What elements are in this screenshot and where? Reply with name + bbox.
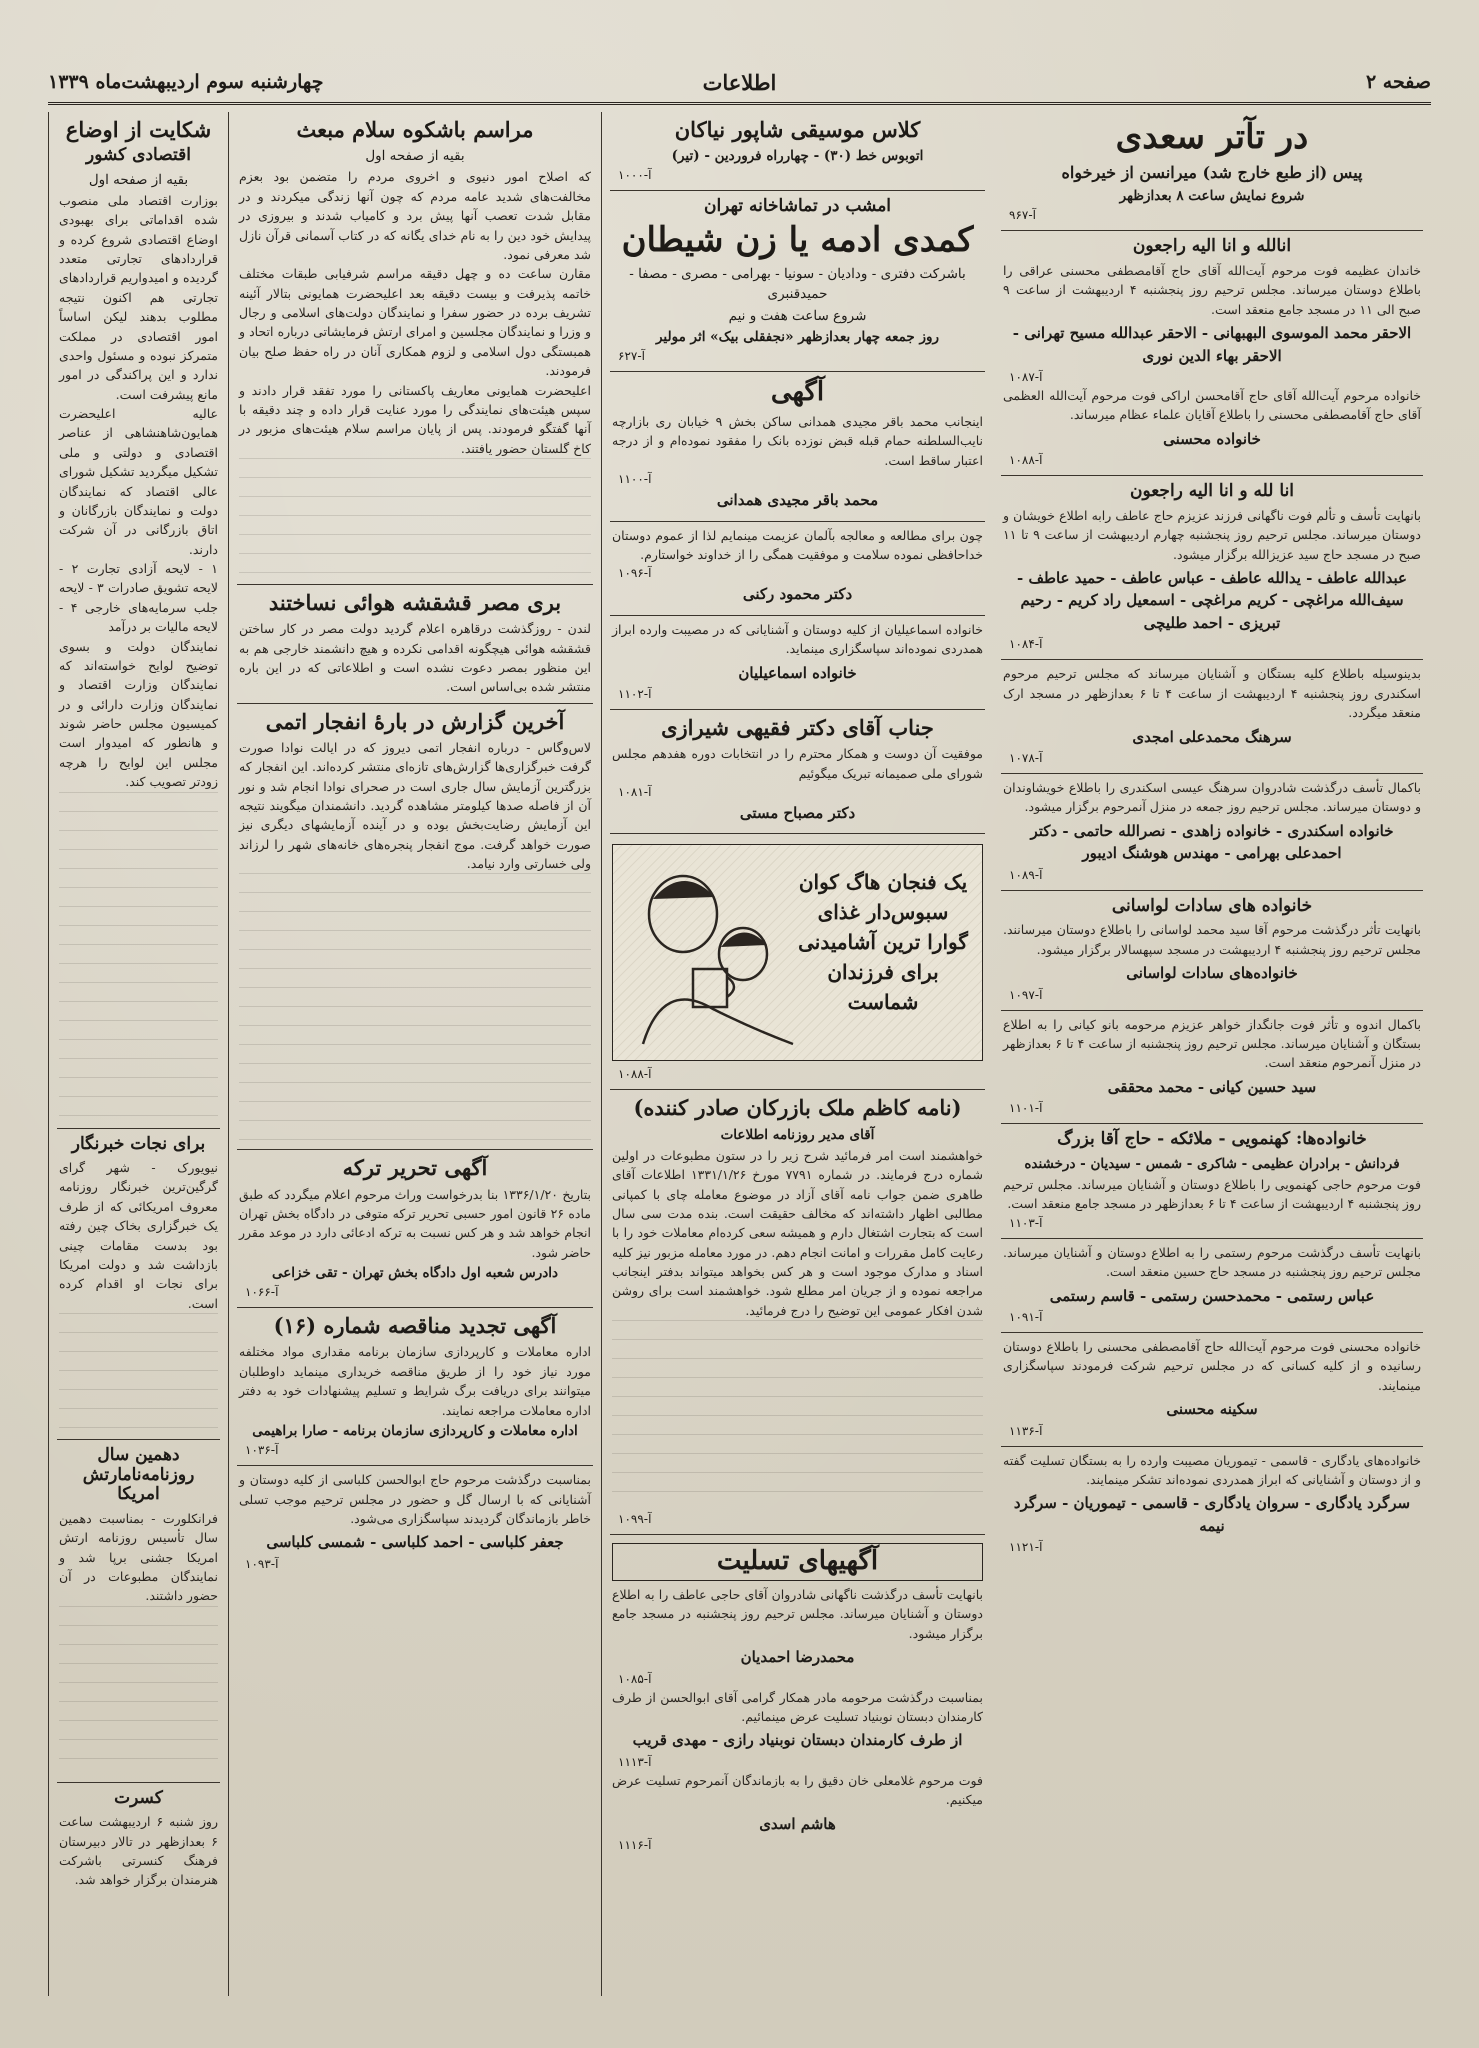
condolence-3-name: هاشم اسدی — [759, 1814, 836, 1833]
obituary-2-name: خانواده محسنی — [1163, 429, 1261, 448]
congrats-ad — [610, 710, 985, 834]
condolences-section — [610, 1535, 985, 1860]
music-class-address: اتوبوس خط (۳۰) - چهارراه فروردین - (تیر) — [671, 148, 924, 165]
obituary-9-body: بانهایت تأسف درگذشت مرحوم رستمی را به اطلاع دوستان و آشنایان میرساند. مجلس ترحیم روز پنجشنبه در مسجد حاج حسین منعقد است. — [1003, 1244, 1421, 1280]
condolences-header: آگهیهای تسلیت — [612, 1543, 983, 1581]
ad-code: آ-۱۰۹۷ — [1009, 987, 1043, 1002]
obituary-5-names: خانواده اسکندری - خانواده زاهدی - نصرالله حاتمی - دکتر احمدعلی بهرامی - مهندس هوشنگ ادیبور — [1030, 821, 1394, 863]
music-class-title: کلاس موسیقی شاپور نیاکان — [674, 117, 921, 142]
thanks-name: خانواده اسماعیلیان — [738, 663, 857, 682]
atomic-body: لاس‌وگاس - درباره انفجار اتمی دیروز که در ایالت نوادا صورت گرفت خبرگزاری‌ها گزارش‌های تازه‌ای منتشر کرده‌اند. این انفجار که بزرگترین آزمایش سال جاری است در صحرای نوادا انجام شد و نور آن از فاصله صدها کیلومتر مشاهده گردید. دانشمندان میگویند نتیجه این آزمایش رضایت‌بخش بوده و در آینده آزمایشهای دیگری نیز صورت خواهد گرفت. موج انفجار پنجره‌های خانه‌های شهر را لرزاند ولی خسارتی وارد نیامد. — [239, 739, 591, 872]
notice-farewell — [610, 522, 985, 616]
columns — [48, 112, 1431, 1996]
notice-lost-receipt — [610, 372, 985, 522]
ad-code: آ-۱۱۳۶ — [1009, 1423, 1043, 1438]
economy-headline: شکایت از اوضاع — [65, 117, 212, 142]
ad-code: آ-۶۲۷ — [618, 349, 646, 364]
notice-title: آگهی — [770, 377, 825, 408]
article-text-lines — [59, 792, 218, 1122]
farewell-name: دکتر محمود رکنی — [742, 585, 853, 604]
thanks-body: خانواده اسماعیلیان از کلیه دوستان و آشنایانی که در مصیبت وارده ابراز همدردی نموده‌اند سپاسگزاری مینماید. — [612, 621, 983, 657]
obituary-1-body: خاندان عظیمه فوت مرحوم آیت‌الله آقای حاج آقامصطفی محسنی عراقی را باطلاع دوستان میرساند. مجلس ترحیم روز پنجشنبه ۴ اردیبهشت از ساعت ۹ صبح الی ۱۱ در مسجد جامع منعقد است. — [1003, 262, 1421, 317]
continuation-note: بقیه از صفحه اول — [88, 171, 189, 188]
concert-body: روز شنبه ۶ اردیبهشت ساعت ۶ بعدازظهر در تالار دبیرستان فرهنگ کنسرتی باشرکت هنرمندان برگزار خواهد شد. — [59, 1814, 218, 1888]
obituary-10 — [1001, 1333, 1423, 1447]
cocoa-ad-illustration — [612, 844, 983, 1061]
egypt-article — [237, 585, 593, 704]
obituary-4-body: بدینوسیله باطلاع کلیه بستگان و آشنایان میرساند که مجلس ترحیم مرحوم اسکندری روز پنجشنبه ۴ اردیبهشت از ساعت ۴ تا ۶ بعدازظهر در مسجد ارک منعقد میگردد. — [1003, 666, 1422, 721]
ad-code: آ-۱۰۸۸ — [618, 1067, 652, 1082]
kalbasi-body: بمناسبت درگذشت مرحوم حاج ابوالحسن کلباسی از کلیه دوستان و آشنایانی که با ارسال گل و حضور در مجلس ترحیم موجب تسلی خاطر بازماندگان گردیدند سپاسگزاری می‌شود. — [239, 1472, 591, 1526]
mabath-body-1: که اصلاح امور دنیوی و اخروی مردم را متضمن بود بعزم مخالفت‌های شدید عامه مردم که چون آنها زندگی میکردند و در مقابل شدت تعصب آنها پیش برد و کامیاب شدند و بیروزی در پیدایش خود دین را به نام خدای یگانه که در کتاب آسمانی قرآن نازل شد معرفی نمود. — [239, 169, 591, 262]
condolence-2-name: از طرف کارمندان دبستان نوبنیاد رازی - مهدی قریب — [632, 1731, 963, 1750]
army-paper-article — [57, 1440, 220, 1783]
estate-notice — [237, 1150, 593, 1308]
article-text-lines — [239, 458, 591, 578]
saadi-theater-title: در تآتر سعدی — [1115, 117, 1309, 157]
tender-signature: اداره معاملات و کارپردازی سازمان برنامه - صارا براهیمی — [252, 1422, 578, 1439]
obituary-8-title: خانواده‌ها: کهنمویی - ملائکه - حاج آقا بزرگ — [1057, 1129, 1367, 1150]
tender-notice — [237, 1308, 593, 1466]
column-news — [228, 112, 601, 1996]
condolence-1-body: بانهایت تأسف درگذشت ناگهانی شادروان آقای حاجی عاطف را به اطلاع دوستان و آشنایان میرساند. مجلس ترحیم روز پنجشنبه در مسجد جامع برگزار میشود. — [612, 1587, 983, 1641]
concert-headline: کسرت — [114, 1787, 163, 1808]
obituary-6-name: خانواده‌های سادات لواسانی — [1126, 964, 1298, 983]
estate-body: بتاریخ ۱۳۳۶/۱/۲۰ بنا بدرخواست وراث مرحوم اعلام میگردد که طبق ماده ۲۶ قانون امور حسبی تحریر ترکه متوفی در دادگاه بخش تهران انجام خواهد شد و هر کس نسبت به ترکه ادعائی دارد در موعد مقرر حاضر شود. — [239, 1186, 592, 1260]
saadi-theater-ad — [1001, 112, 1423, 231]
article-text-lines — [612, 1320, 983, 1510]
obituary-8-body: فوت مرحوم حاجی کهنمویی را باطلاع دوستان و آشنایان میرساند. مجلس ترحیم روز پنجشنبه ۴ اردیبهشت از ساعت ۴ تا ۶ بعدازظهر در مسجد جامع منعقد است. — [1003, 1177, 1421, 1212]
ad-code: آ-۱۱۰۰ — [618, 472, 652, 487]
paper-name: اطلاعات — [702, 69, 777, 95]
ad-code: آ-۱۱۱۳ — [618, 1754, 652, 1769]
egypt-headline: بری مصر قشقشه هوائی نساختند — [268, 590, 562, 616]
obituary-11-body: خانواده‌های یادگاری - قاسمی - تیموریان مصیبت وارده را به بستگان تسلیت گفته و از دوستان و آشنایانی که ابراز همدردی نموده‌اند تشکر مینمایند. — [1003, 1452, 1421, 1488]
obituary-5 — [1001, 774, 1423, 891]
cocoa-ad — [610, 834, 985, 1090]
mabath-body-2: مقارن ساعت ده و چهل دقیقه مراسم شرفیابی طبقات مختلف خاتمه پذیرفت و بیست دقیقه بعد اعلیحضرت همایونی بتالار آئینه تشریف برده در حضور سفرا و نمایندگان دولت‌های اسلامی و رجال و وزرا و نمایندگان مجلسین و امرای ارتش فرمایشاتی درباره اتحاد و همبستگی دول اسلامی و لزوم همکاری آنان در راه حفظ صلح بیان فرمودند. — [239, 266, 591, 379]
economy-article — [57, 112, 220, 1129]
tehran-theater-ad — [610, 191, 985, 372]
ad-code: آ-۱۱۰۱ — [1009, 1101, 1043, 1116]
theater-tonight: امشب در تماشاخانه تهران — [703, 196, 892, 217]
obituary-3-body: بانهایت تأسف و تألم فوت ناگهانی فرزند عزیزم حاج عاطف رابه اطلاع خویشان و دوستان میرساند. مجلس ترحیم روز پنجشنبه چهارم اردیبهشت از ساعت ۹ تا ۱۱ صبح در مسجد حاج سید عزیزالله برگزار میشود. — [1003, 507, 1422, 562]
obituary-6-title: خانواده های سادات لواسانی — [1111, 895, 1313, 916]
ad-code: آ-۱۰۸۸ — [1009, 453, 1043, 468]
ad-code: آ-۱۰۸۵ — [618, 1671, 652, 1686]
obituary-8-families: فردانش - برادران عظیمی - شاکری - شمس - سیدیان - درخشنده — [1024, 1155, 1400, 1172]
ad-code: آ-۹۶۷ — [1009, 208, 1037, 223]
article-text-lines — [59, 1313, 218, 1433]
obituary-10-name: سکینه محسنی — [1166, 1400, 1258, 1419]
condolence-1-name: محمدرضا احمدیان — [740, 1648, 855, 1667]
ad-code: آ-۱۰۳۶ — [245, 1443, 279, 1458]
letter-body: خواهشمند است امر فرمائید شرح زیر را در ستون مطبوعات در اولین شماره درج فرمایند. در شماره ۷۷۹۱ مورخ ۱۳۳۱/۱/۲۶ اطلاعات آقای طاهری ضمن جواب نامه آقای آزاد در موضوع معامله چای با کمپانی مطالبی اظهار داشته‌اند که مخالف حقیقت است. بنده مدت سی سال است که بتجارت اشتغال دارم و همیشه سعی کرده‌ام معاملات خود را با رعایت کامل مقررات و امانت انجام دهم. در مورد معامله مزبور نیز کلیه اسناد و مدارک موجود است و هر کس بخواهد میتواند بدفتر اینجانب مراجعه نموده و از جریان امر مطلع شود. خواهشمند است برای روشن شدن افکار عمومی این توضیح را درج فرمائید. — [612, 1147, 983, 1318]
congrats-body: موفقیت آن دوست و همکار محترم را در انتخابات دوره هفدهم مجلس شورای ملی صمیمانه تبریک میگوئیم — [612, 746, 983, 781]
obituary-10-body: خانواده محسنی فوت مرحوم آیت‌الله حاج آقامصطفی محسنی را باطلاع دوستان رسانیده و از کلیه کسانی که در مجلس ترحیم شرکت فرمودند سپاسگزاری مینمایند. — [1003, 1339, 1421, 1393]
reporter-body: نیویورک - شهر گرای گرگین‌ترین خبرنگار روزنامه معروف امریکائی که از طرف یک خبرگزاری بخاک چین رفته بود بدست مقامات چینی بازداشت شد و دولت امریکا برای نجات او اقدام کرده است. — [59, 1160, 218, 1311]
army-paper-headline: دهمین سال روزنامه‌نامارتش امریکا — [82, 1445, 195, 1505]
theater-play-title: کمدی ادمه یا زن شیطان — [621, 219, 974, 260]
obituary-4 — [1001, 660, 1423, 774]
tender-headline: آگهی تجدید مناقصه شماره (۱۶) — [273, 1313, 557, 1339]
ad-code: آ-۱۰۸۱ — [618, 784, 652, 799]
ad-code: آ-۱۰۰۰ — [618, 168, 652, 183]
theater-cast: باشرکت دفتری - ودادیان - سونیا - بهرامی - مصری - مصفا - حمیدقنبری — [629, 266, 966, 303]
farewell-body: چون برای مطالعه و معالجه بآلمان عزیمت مینمایم لذا از عموم دوستان خداحافظی نموده سلامت و موفقیت همگی را از خداوند خواستارم. — [612, 527, 983, 562]
obituary-1-title: انالله و انا الیه راجعون — [1132, 236, 1292, 257]
column-obituaries — [993, 112, 1431, 1996]
ad-code: آ-۱۰۸۷ — [1009, 370, 1043, 385]
economy-body-2: عالیه اعلیحضرت همایون‌شاهنشاهی از عناصر اقتصادی و دولتی و ملی تشکیل میگردید تشکیل شورای عالی اقتصاد که نمایندگان دولت و نمایندگان بازرگانان و اتاق بازرگانی در آن شرکت دارند. — [59, 406, 218, 557]
mother-child-illustration — [623, 859, 803, 1049]
saadi-time: شروع نمایش ساعت ۸ بعدازظهر — [1119, 188, 1305, 205]
obituary-4-name: سرهنگ محمدعلی امجدی — [1132, 727, 1292, 746]
music-class-ad — [610, 112, 985, 191]
ad-code: آ-۱۰۹۱ — [1009, 1310, 1043, 1325]
estate-headline: آگهی تحریر ترکه — [342, 1155, 488, 1181]
atomic-headline: آخرین گزارش در بارهٔ انفجار اتمی — [265, 708, 565, 734]
economy-subhead: اقتصادی کشور — [86, 145, 191, 166]
mabath-body-3: اعلیحضرت همایونی معاریف پاکستانی را مورد تفقد قرار دادند و سپس هیئت‌های نمایندگی را مورد عنایت قرار داده و چند دقیقه با آنها گفتگو فرمودند. پس از پایان مراسم سلام هیئت‌های مزبور در کاخ گلستان حضور یافتند. — [239, 382, 591, 456]
ad-code: آ-۱۰۸۹ — [1009, 867, 1043, 882]
reporter-headline: برای نجات خبرنگار — [71, 1133, 206, 1154]
obituary-2-body: خانواده مرحوم آیت‌الله آقای حاج آقامحسن اراکی فوت مرحوم آیت‌الله العظمی آقای حاج آقامصطفی محسنی را باطلاع آقایان علماء عظام میرساند. — [1003, 388, 1421, 423]
page-number: صفحه ۲ — [1365, 71, 1431, 93]
obituary-6-body: بانهایت تأثر درگذشت مرحوم آقا سید محمد لواسانی را باطلاع دوستان میرسانند. مجلس ترحیم روز پنجشنبه ۴ اردیبهشت در مسجد سپهسالار برگزار میشود. — [1003, 922, 1421, 957]
economy-body-1: بوزارت اقتصاد ملی منصوب شده اقداماتی برای بهبودی اوضاع اقتصادی شروع کرده و قراردادهای تجارتی متعدد گردیده و امیدواریم قراردادهای تجارتی هم اکنون نتیجه مطلوب بدهند لیکن اساساً امور اقتصادی در مملکت متمرکز نبوده و مسئول واحدی ندارد و این پراکندگی در امور مانع پیشرفت است. — [59, 192, 218, 402]
obituary-7-names: سید حسین کیانی - محمد محققی — [1107, 1077, 1317, 1096]
obituary-11-names: سرگرد یادگاری - سروان یادگاری - قاسمی - تیموریان - سرگرد نیمه — [1013, 1494, 1411, 1535]
army-paper-body: فرانکلورت - بمناسبت دهمین سال تأسیس روزنامه ارتش امریکا جشنی برپا شد و نمایندگان مطبوعات در آن حضور داشتند. — [59, 1510, 218, 1604]
notice-thanks — [610, 616, 985, 710]
reporter-article — [57, 1129, 220, 1441]
obituary-9 — [1001, 1239, 1423, 1333]
obituary-8 — [1001, 1124, 1423, 1239]
obituary-9-names: عباس رستمی - محمدحسن رستمی - قاسم رستمی — [1049, 1286, 1375, 1305]
tender-body: اداره معاملات و کارپردازی سازمان برنامه مقداری مواد مختلفه مورد نیاز خود را از طریق مناقصه خریداری مینماید داوطلبان میتوانند برای دریافت برگ شرایط و تسلیم پیشنهادات خود به دفتر اداره معاملات مراجعه نمایند. — [239, 1344, 591, 1418]
obituary-11 — [1001, 1447, 1423, 1563]
egypt-body: لندن - روزگذشت درقاهره اعلام گردید دولت مصر در کار ساختن قشقشه هوائی هیچگونه اقدامی نکرده و هیچ دانشمند خارجی هم به این منظور بمصر دعوت نشده است و اطلاعاتی که در این باره منتشر شده بی‌اساس است. — [239, 621, 591, 695]
article-text-lines — [59, 1606, 218, 1776]
ad-code: آ-۱۰۹۳ — [245, 1556, 279, 1571]
congrats-title: جناب آقای دکتر فقیهی شیرازی — [661, 715, 934, 741]
concert-article — [57, 1783, 220, 1896]
issue-date: چهارشنبه سوم اردیبهشت‌ماه ۱۳۳۹ — [48, 71, 324, 93]
cocoa-ad-slogan: یک فنجان هاگ کوان سبوس‌دار غذای گوارا ترین آشامیدنی برای فرزندان شماست — [798, 870, 968, 1015]
ad-code: آ-۱۰۶۶ — [245, 1285, 279, 1300]
notice-name: محمد باقر مجیدی همدانی — [716, 491, 879, 510]
masthead — [48, 62, 1431, 105]
article-text-lines — [239, 873, 591, 1143]
congrats-name: دکتر مصباح مستی — [739, 803, 856, 822]
obituary-3-names: عبدالله عاطف - یدالله عاطف - عباس عاطف - حمید عاطف - سیف‌الله مراغچی - کریم مراغچی - اسمعیل راد کریم - رحیم تبریزی - احمد طلیچی — [1017, 568, 1407, 632]
ad-code: آ-۱۰۹۹ — [618, 1512, 652, 1527]
estate-signature: دادرس شعبه اول دادگاه بخش تهران - تقی خزاعی — [271, 1265, 559, 1282]
kalbasi-names: جعفر کلباسی - احمد کلباسی - شمسی کلباسی — [266, 1533, 564, 1552]
letter-headline: (نامه کاظم ملک بازرکان صادر کننده) — [633, 1095, 962, 1121]
economy-list: ۱ - لایحه آزادی تجارت ۲ - لایحه تشویق صادرات ۳ - لایحه جلب سرمایه‌های خارجی ۴ - لایحه مالیات بر درآمد — [59, 561, 219, 635]
continuation-note: بقیه از صفحه اول — [365, 148, 465, 165]
obituary-3 — [1001, 476, 1423, 660]
economy-body-3: نمایندگان دولت و بسوی توضیح لوایح خواسته‌اند که نمایندگان وزارت اقتصاد و نمایندگان وزارت دارائی و در کمیسیون مجلس حاضر شوند و هانطور که امیدوار است مجلس این لوایح را هرچه زودتر تصویب کند. — [59, 638, 218, 790]
obituary-5-body: باکمال تأسف درگذشت شادروان سرهنگ عیسی اسکندری را باطلاع خویشاوندان و دوستان میرساند. مجلس ترحیم روز جمعه در منزل آنمرحوم برگزار میشود. — [1003, 780, 1421, 815]
ad-code: آ-۱۱۲۱ — [1009, 1540, 1043, 1555]
ad-code: آ-۱۱۰۲ — [618, 687, 652, 702]
obituary-7-body: باکمال اندوه و تأثر فوت جانگداز خواهر عزیزم مرحومه بانو کیانی را به اطلاع بستگان و آشنایان میرساند. مجلس ترحیم روز پنجشنبه از ساعت ۴ تا ۶ بعدازظهر در منزل آنمرحوم منعقد است. — [1003, 1016, 1422, 1071]
obituary-6 — [1001, 891, 1423, 1011]
condolence-2-body: بمناسبت درگذشت مرحومه مادر همکار گرامی آقای ابوالحسن از طرف کارمندان دبستان نوبنیاد تسلیت عرض مینمائیم. — [612, 1689, 983, 1725]
column-economy — [48, 112, 228, 1996]
ad-code: آ-۱۰۹۶ — [618, 566, 652, 581]
theater-friday: روز جمعه چهار بعدازظهر «نجفقلی بیک» اثر مولیر — [655, 328, 940, 345]
mabath-headline: مراسم باشکوه سلام مبعث — [296, 117, 534, 142]
saadi-play: پیس (از طبع خارج شد) میرانسن از خیرخواه — [1061, 163, 1363, 183]
column-ads — [601, 112, 993, 1996]
theater-time: شروع ساعت هفت و نیم — [728, 307, 867, 324]
mabath-article — [237, 112, 593, 585]
ad-code: آ-۱۰۷۸ — [1009, 751, 1043, 766]
obituary-1-names: الاحقر محمد الموسوی البهبهانی - الاحقر عبدالله مسیح تهرانی - الاحقر بهاء الدین نوری — [1012, 324, 1412, 365]
obituary-3-title: انا لله و انا الیه راجعون — [1129, 481, 1295, 502]
ad-code: آ-۱۰۸۴ — [1009, 637, 1043, 652]
ad-code: آ-۱۱۰۳ — [1009, 1215, 1043, 1230]
obituary-1 — [1001, 231, 1423, 476]
condolence-3-body: فوت مرحوم غلامعلی خان دقیق را به بازماندگان آنمرحوم تسلیت عرض میکنیم. — [612, 1772, 983, 1808]
obituary-7 — [1001, 1011, 1423, 1125]
kalbasi-notice — [237, 1466, 593, 1579]
notice-body: اینجانب محمد باقر مجیدی همدانی ساکن بخش ۹ خیابان ری بازارچه نایب‌السلطنه حمام قبله قبض نوزده بانک را مفقود نموده‌ام و از درجه اعتبار ساقط است. — [612, 413, 983, 468]
ad-code: آ-۱۱۱۶ — [618, 1838, 652, 1853]
atomic-article — [237, 704, 593, 1151]
letter-salutation: آقای مدیر روزنامه اطلاعات — [720, 1126, 875, 1143]
merchant-letter — [610, 1090, 985, 1535]
